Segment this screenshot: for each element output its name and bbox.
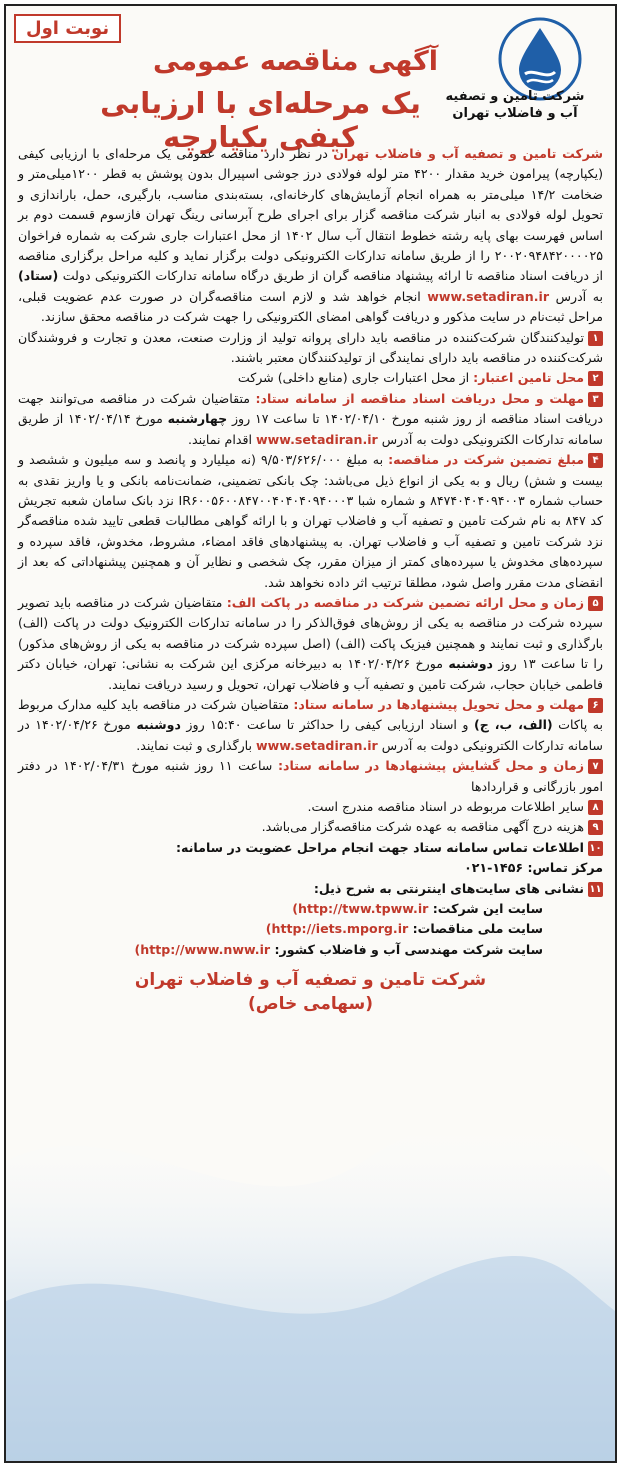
item-bold-2: دوشنبه — [136, 717, 181, 733]
item-heading: نشانی های سایت‌های اینترنتی به شرح ذیل: — [313, 880, 584, 896]
item-text: ساعت ۱۱ روز شنبه مورخ ۱۴۰۲/۰۴/۳۱ در دفتر امور بازرگانی و قراردادها — [18, 758, 603, 794]
item-7 — [18, 756, 603, 797]
contact-phone: ۱۴۵۶-۰۲۱ — [464, 860, 528, 876]
site-company — [18, 899, 603, 919]
item-number: ۳ — [588, 392, 603, 407]
footer-company-type: (سهامی خاص) — [247, 994, 373, 1015]
item-number: ۹ — [588, 820, 603, 835]
contact-center — [18, 858, 603, 878]
item-number: ۲ — [588, 371, 603, 386]
item-text-3: مورخ ۱۴۰۲/۰۴/۲۶ در سامانه تدارکات الکترونیکی دولت به آدرس — [18, 717, 603, 753]
item-bold: دوشنبه — [448, 656, 493, 672]
item-1 — [18, 328, 603, 369]
item-8 — [18, 797, 603, 817]
intro-text-3: انجام خواهد شد و لازم است مناقصه‌گران در صورت عدم عضویت قبلی، مراحل ثبت‌نام در سایت مذکور و دریافت گواهی امضای الکترونیکی را جهت شرکت در مناقصه محقق سازند. — [18, 288, 603, 325]
setad-link[interactable]: www.setadiran.ir — [256, 737, 378, 753]
intro-lead: شرکت تامین و تصفیه آب و فاضلاب تهران — [333, 146, 603, 161]
intro-paragraph — [18, 144, 603, 328]
item-heading: زمان و محل ارائه تضمین شرکت در مناقصه در پاکت الف: — [226, 594, 585, 610]
item-text: از محل اعتبارات جاری (منابع داخلی) شرکت — [237, 370, 474, 386]
setad-label: (ستاد) — [18, 268, 59, 284]
organization-line-1: شرکت تامین و تصفیه — [445, 89, 585, 104]
item-text-2: و اسناد ارزیابی کیفی را حداکثر تا ساعت ۱۵:۴۰ روز — [180, 717, 475, 733]
site-label: سایت شرکت مهندسی آب و فاضلاب کشور: — [270, 941, 543, 957]
site-nwwec — [18, 940, 603, 960]
item-text-3: اقدام نمایند. — [188, 431, 256, 447]
item-number: ۴ — [588, 453, 603, 468]
contact-label: مرکز تماس: — [527, 860, 603, 876]
tender-advertisement — [4, 4, 617, 1463]
intro-text-2: به آدرس — [549, 288, 604, 304]
setad-link[interactable]: www.setadiran.ir — [427, 288, 550, 304]
intro-text: در نظر دارد مناقصه عمومی یک مرحله‌ای با ارزیابی کیفی (یکپارچه) پیرامون خرید مقدار ۴۲۰۰ متر لوله فولادی درز جوشی اسپیرال بدون پوشش به قطر ۱۲۰۰میلی‌متر و ضخامت ۱۴/۲ میلی‌متر به همراه انجام آزمایش‌های کارخانه‌ای، بسته‌بندی مناسب، بارگیری، حمل، باراندازی و تحویل لوله فولادی به انبار شرکت مناقصه گزار برای اجرای طرح آبرسانی رینگ تهران فازسوم قسمت دوم بر اساس فهرست بهای پایه رشته خطوط انتقال آب سال ۱۴۰۲ از محل اعتبارات جاری شرکت به شماره فراخوان ۲۰۰۲۰۹۴۸۴۲۰۰۰۰۲۵ را از طریق سامانه تدارکات الکترونیکی دولت برگزار نماید و کلیه مراحل برگزاری مناقصه از دریافت اسناد مناقصه تا ارائه پیشنهاد مناقصه گران از طریق درگاه سامانه تدارکات الکترونیکی دولت — [18, 146, 604, 284]
item-text: متقاضیان شرکت در مناقصه باید کلیه مدارک مربوط به پاکات — [18, 696, 603, 733]
setad-link[interactable]: www.setadiran.ir — [256, 431, 378, 447]
item-10 — [18, 838, 603, 858]
item-heading: محل تامین اعتبار: — [473, 370, 584, 386]
item-text: تولیدکنندگان شرکت‌کننده در مناقصه باید دارای پروانه تولید از وزارت صنعت، معدن و تجارت و فروشندگان شرکت‌کننده در مناقصه باید دارای نمایندگی از تولیدکنندگان معتبر باشند. — [18, 329, 603, 366]
item-2 — [18, 368, 603, 388]
item-heading: مهلت و محل تحویل پیشنهادها در سامانه ستاد: — [293, 696, 584, 712]
title-public-tender: آگهی مناقصه عمومی — [153, 46, 438, 77]
item-text: سایر اطلاعات مربوطه در اسناد مناقصه مندرج است. — [307, 799, 584, 814]
item-text: هزینه درج آگهی مناقصه به عهده شرکت مناقصه‌گزار می‌باشد. — [261, 819, 584, 835]
item-heading: مهلت و محل دریافت اسناد مناقصه از سامانه ستاد: — [255, 390, 585, 406]
item-number: ۱۱ — [589, 883, 602, 895]
item-text: متقاضیان شرکت در مناقصه باید تصویر سپرده شرکت در مناقصه به یکی از روش‌های فوق‌الذکر را در سامانه تدارکات الکترونیک دولت در پاکت (الف) بارگذاری و ثبت نمایند و همچنین فیزیک پاکت (الف) (اصل سپرده شرکت در مناقصه به یکی از روش‌های مذکور) را تا ساعت ۱۳ روز — [18, 594, 603, 672]
site-label: سایت این شرکت: — [428, 901, 543, 917]
organization-line-2: آب و فاضلاب تهران — [452, 106, 578, 121]
item-5 — [18, 593, 603, 695]
item-heading: زمان و محل گشایش پیشنهادها در سامانه ستاد: — [277, 758, 584, 774]
site-national-tenders — [18, 919, 603, 939]
item-heading: مبلغ تضمین شرکت در مناقصه: — [388, 452, 585, 468]
footer-company: شرکت تامین و تصفیه آب و فاضلاب تهران — [134, 970, 487, 991]
site-link[interactable]: (http://www.nww.ir — [134, 941, 271, 957]
item-number: ۶ — [588, 698, 603, 713]
item-6 — [18, 695, 603, 756]
item-text: متقاضیان شرکت در مناقصه می‌توانند جهت دریافت اسناد مناقصه از روز شنبه مورخ ۱۴۰۲/۰۴/۱۰ تا ساعت ۱۷ روز — [18, 390, 603, 427]
item-4 — [18, 450, 603, 593]
item-number: ۸ — [588, 800, 603, 815]
header — [6, 6, 615, 156]
site-label: سایت ملی مناقصات: — [408, 921, 543, 937]
item-9 — [18, 817, 603, 837]
advertisement-body — [18, 144, 603, 1445]
item-3 — [18, 389, 603, 450]
item-text: به مبلغ ۹/۵۰۳/۶۲۶/۰۰۰ (نه میلیارد و پانصد و سه میلیون و ششصد و بیست و شش) ریال و به یکی از انواع ذیل می‌باشد: چک بانکی تضمینی، ضمانت‌نامه بانکی و یا واریز نقدی به حساب شماره ۸۴۷۴۰۴۰۴۰۹۴۰۰۳ و شماره شبا IR۶۰۰۵۶۰۰۸۴۷۰۰۴۰۴۰۴۰۹۴۰۰۰۳ نزد بانک سامان شعبه تجریش کد ۸۴۷ به نام شرکت تامین و تصفیه آب و فاضلاب تهران و با ارائه گواهی مطالبات قطعی تایید شده مناقصه‌گر نزد شرکت تامین و تصفیه آب و فاضلاب تهران. به پیشنهادهای فاقد امضاء، مشروط، مخدوش، فاقد سپرده و سپرده‌های مخدوش یا سپرده‌های کمتر از میزان مقرر، چک شخصی و نظایر آن و همچنین پیشنهاداتی که بعد از انقضای مدت مقرر واصل شود، مطلقا ترتیب اثر داده نخواهد شد. — [18, 452, 603, 590]
site-link[interactable]: (http://iets.mporg.ir — [265, 921, 409, 937]
first-notice-badge: نوبت اول — [14, 14, 121, 43]
item-number: ۷ — [588, 759, 603, 774]
organization-name — [435, 88, 595, 122]
item-text-2: مورخ ۱۴۰۲/۰۴/۲۶ به دبیرخانه مرکزی این شرکت به نشانی: تهران، خیابان دکتر فاطمی خیابان حجاب، شرکت تامین و تصفیه آب و فاضلاب تهران، تحویل و رسید دریافت نمایند. — [18, 656, 603, 692]
item-number: ۱ — [588, 331, 603, 346]
site-link[interactable]: (http://tww.tpww.ir — [292, 901, 429, 917]
item-number: ۵ — [588, 596, 603, 611]
signature-block — [18, 968, 603, 1016]
item-text-4: بارگذاری و ثبت نمایند. — [136, 737, 256, 753]
item-bold: (الف، ب، ج) — [474, 717, 553, 733]
title-tender-type: یک مرحله‌ای با ارزیابی کیفی یکپارچه — [100, 86, 421, 154]
item-bold: چهارشنبه — [167, 411, 228, 427]
item-heading: اطلاعات تماس سامانه ستاد جهت انجام مراحل عضویت در سامانه: — [176, 839, 584, 855]
item-text-2: مورخ ۱۴۰۲/۰۴/۱۴ از طریق سامانه تدارکات الکترونیکی دولت به آدرس — [18, 411, 603, 447]
item-11 — [18, 879, 603, 899]
item-number: ۱۰ — [589, 842, 602, 854]
